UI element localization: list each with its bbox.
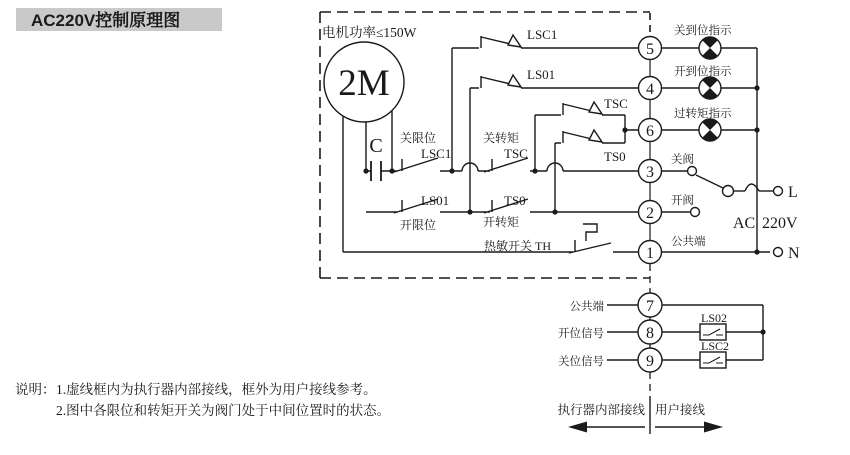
right-arrow-icon <box>704 422 723 433</box>
open-torque-label: 开转矩 <box>483 215 520 229</box>
close-indicator-lamp <box>699 37 721 59</box>
capacitor-symbol <box>371 161 381 181</box>
torque-indicator-lamp <box>699 119 721 141</box>
thermal-switch-label: 热敏开关 TH <box>484 239 551 253</box>
torque-indicator-label: 过转矩指示 <box>674 108 732 120</box>
close-indicator-label: 关到位指示 <box>674 25 732 37</box>
line-label: L <box>788 184 798 201</box>
line-terminal-point <box>774 187 783 196</box>
open-indicator-lamp <box>699 77 721 99</box>
signal-common-label: 公共端 <box>569 301 604 313</box>
terminal-block-signal <box>638 293 662 372</box>
terminal-4: 4 <box>646 81 654 98</box>
neutral-terminal-point <box>774 248 783 257</box>
user-wiring-lines <box>661 48 773 252</box>
open-valve-label: 开阀 <box>671 195 694 207</box>
terminal-6: 6 <box>646 123 654 140</box>
page-title <box>16 8 222 31</box>
selector-pole-contact <box>723 186 734 197</box>
page-title-text: AC220V控制原理图 <box>31 11 181 30</box>
internal-wiring-label: 执行器内部接线 <box>557 403 645 417</box>
notes <box>15 381 390 418</box>
terminal-5: 5 <box>646 41 654 58</box>
close-valve-contact <box>688 167 697 176</box>
ls01-label: LS01 <box>421 193 450 208</box>
tsc-label: TSC <box>504 146 528 161</box>
terminal-2: 2 <box>646 205 654 222</box>
neutral-label: N <box>788 245 800 262</box>
lsc1-label: LSC1 <box>421 146 452 161</box>
close-limit-label: 关限位 <box>400 131 437 145</box>
open-valve-contact <box>691 208 700 217</box>
terminal-9: 9 <box>646 353 654 370</box>
wiring-divider <box>557 396 723 434</box>
close-signal-label: 关位信号 <box>558 356 604 368</box>
open-indicator-label: 开到位指示 <box>674 66 732 78</box>
notes-line1: 1.虚线框内为执行器内部接线，框外为用户接线参考。 <box>56 382 377 397</box>
voltage-label: 220V <box>762 215 798 232</box>
thermal-element-symbol <box>583 224 597 241</box>
motor-power-label: 电机功率≤150W <box>322 25 417 40</box>
close-valve-label: 关阀 <box>671 154 694 166</box>
signal-wiring-lines <box>607 305 763 368</box>
terminal-3: 3 <box>646 164 654 181</box>
notes-prefix: 说明： <box>15 382 56 397</box>
motor-label: 2M <box>338 63 390 104</box>
ts0-label: TS0 <box>504 193 526 208</box>
terminal-8: 8 <box>646 325 654 342</box>
open-limit-label: 开限位 <box>400 218 437 232</box>
tsc-top-label: TSC <box>604 96 628 111</box>
capacitor-label: C <box>369 135 383 157</box>
terminal-7: 7 <box>646 298 654 315</box>
lsc1-top-label: LSC1 <box>527 27 558 42</box>
left-arrow-icon <box>568 422 587 433</box>
ts0-top-label: TS0 <box>604 149 626 164</box>
notes-line2: 2.图中各限位和转矩开关为阀门处于中间位置时的状态。 <box>56 403 391 418</box>
open-signal-label: 开位信号 <box>558 328 604 340</box>
ls02-switch-box <box>700 324 726 340</box>
terminal-1: 1 <box>646 245 654 262</box>
ls02-label: LS02 <box>701 311 728 325</box>
ac-label: AC <box>733 215 756 232</box>
user-wiring-label: 用户接线 <box>655 403 706 417</box>
lsc2-label: LSC2 <box>701 339 730 353</box>
ls01-top-label: LS01 <box>527 67 556 82</box>
close-torque-label: 关转矩 <box>483 131 520 145</box>
common-label: 公共端 <box>671 236 706 248</box>
lsc2-switch-box <box>700 352 726 368</box>
